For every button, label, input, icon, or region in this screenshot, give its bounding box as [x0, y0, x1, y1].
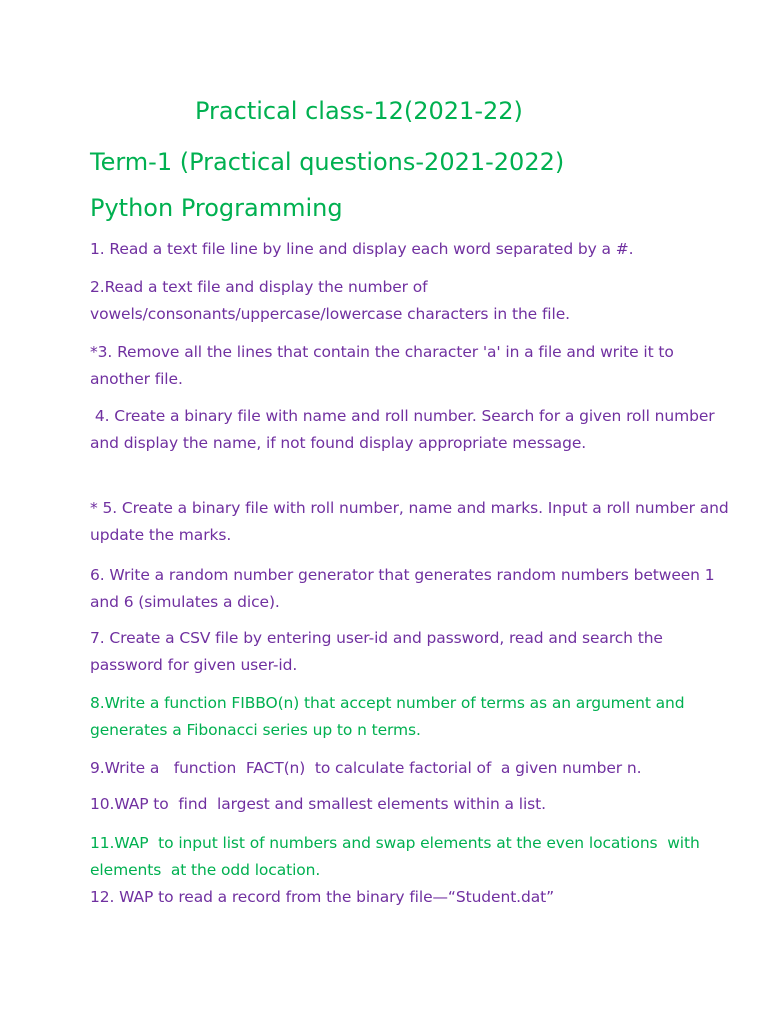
- question-8: 8.Write a function FIBBO(n) that accept number of terms as an argument and generates a Fibonacci series up to n terms.: [90, 694, 685, 739]
- question-11: 11.WAP to input list of numbers and swap elements at the even locations with elements at the odd location.: [90, 834, 705, 879]
- question-6: 6. Write a random number generator that generates random numbers between 1 and 6 (simulates a dice).: [90, 566, 715, 611]
- question-1: 1. Read a text file line by line and display each word separated by a #.: [90, 240, 634, 258]
- document-title: Practical class-12(2021-22): [195, 97, 523, 125]
- question-7: 7. Create a CSV file by entering user-id and password, read and search the password for given user-id.: [90, 629, 663, 674]
- question-2: 2.Read a text file and display the number of vowels/consonants/uppercase/lowercase characters in the file.: [90, 278, 570, 323]
- question-12: 12. WAP to read a record from the binary file—“Student.dat”: [90, 888, 555, 906]
- question-10: 10.WAP to find largest and smallest elements within a list.: [90, 795, 546, 813]
- question-9: 9.Write a function FACT(n) to calculate factorial of a given number n.: [90, 759, 642, 777]
- question-3: *3. Remove all the lines that contain the character 'a' in a file and write it to another file.: [90, 343, 674, 388]
- term-heading: Term-1 (Practical questions-2021-2022): [90, 148, 565, 176]
- subject-heading: Python Programming: [90, 194, 343, 222]
- question-4: 4. Create a binary file with name and roll number. Search for a given roll number and display the name, if not found display appropriate message.: [90, 407, 720, 452]
- question-5: * 5. Create a binary file with roll number, name and marks. Input a roll number and update the marks.: [90, 499, 729, 544]
